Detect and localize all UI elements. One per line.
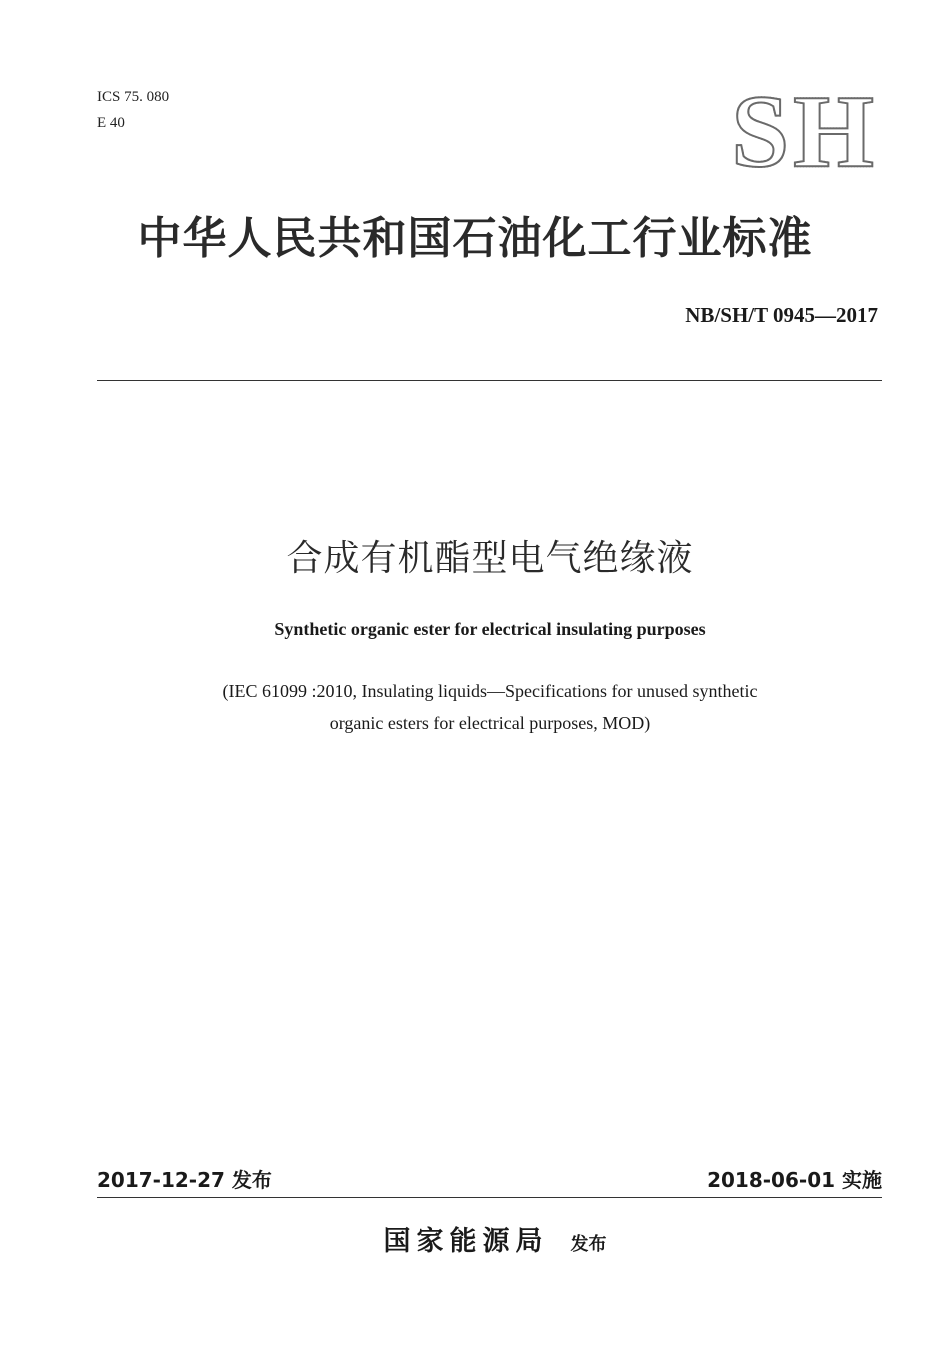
issuer-name: 国家能源局: [383, 1226, 549, 1257]
ccs-code: E 40: [97, 115, 125, 131]
document-title-chinese: 合成有机酯型电气绝缘液: [286, 538, 694, 579]
implementation-date: 2018-06-01 实施: [707, 1168, 882, 1192]
ics-code: ICS 75. 080: [97, 89, 170, 105]
sh-logo: [731, 74, 878, 189]
issuer-block: [0, 1228, 950, 1255]
classification-codes: [97, 84, 169, 136]
header-divider: [97, 380, 882, 381]
issuer-action: 发布: [570, 1234, 607, 1255]
industry-standard-title: 中华人民共和国石油化工行业标准: [137, 213, 813, 264]
iec-reference: [0, 675, 950, 739]
standard-number: NB/SH/T 0945—2017: [685, 303, 878, 327]
iec-reference-line-1: (IEC 61099 :2010, Insulating liquids—Specifications for unused synthetic: [222, 681, 758, 701]
footer-divider: [97, 1197, 882, 1198]
issue-date: 2017-12-27 发布: [97, 1168, 272, 1192]
sh-logo-text: SH: [731, 74, 878, 189]
iec-reference-line-2: organic esters for electrical purposes, MOD): [329, 713, 651, 733]
document-title-english: Synthetic organic ester for electrical insulating purposes: [274, 619, 706, 639]
